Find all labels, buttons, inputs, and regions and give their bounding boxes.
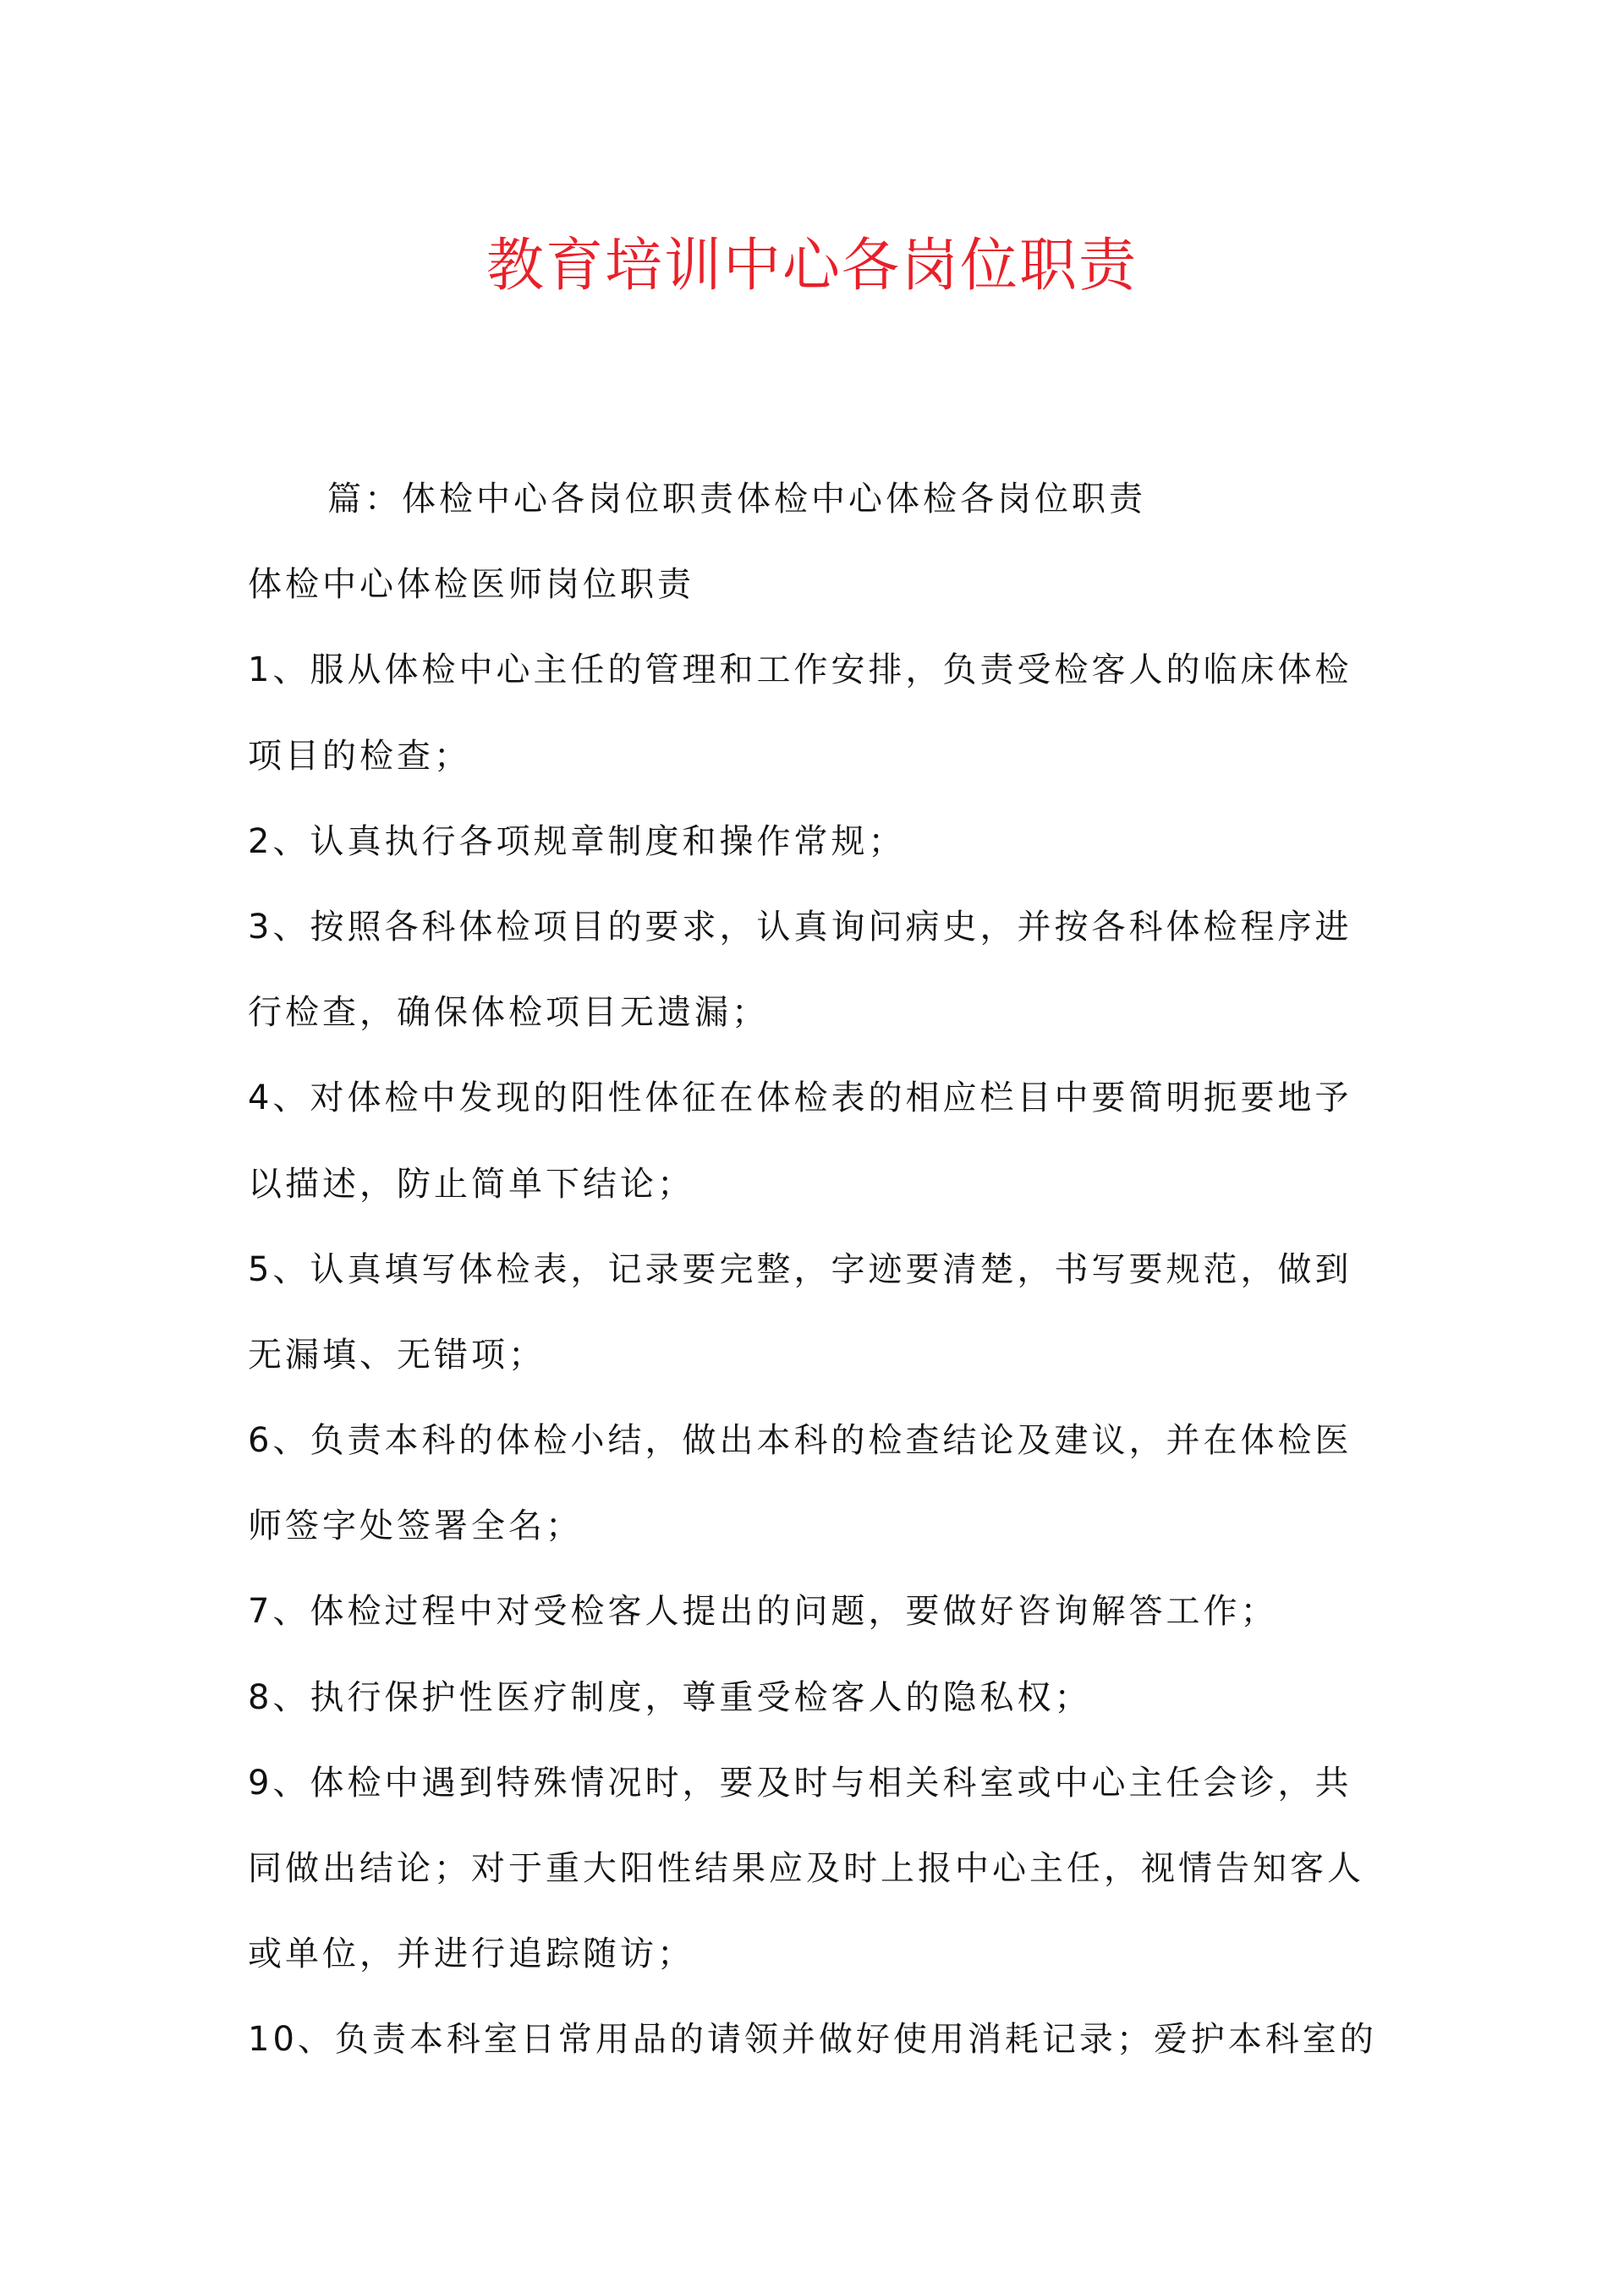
section-heading: 篇：体检中心各岗位职责体检中心体检各岗位职责 (327, 480, 1146, 519)
text-line: 5、认真填写体检表，记录要完整，字迹要清楚，书写要规范，做到 (248, 1249, 1352, 1289)
text-line: 7、体检过程中对受检客人提出的问题，要做好咨询解答工作； (248, 1592, 1278, 1632)
text-line: 或单位，并进行追踪随访； (248, 1935, 694, 1974)
text-line: 行检查，确保体检项目无遗漏； (248, 993, 769, 1033)
text-line: 同做出结论；对于重大阳性结果应及时上报中心主任，视情告知客人 (248, 1849, 1364, 1888)
text-line: 4、对体检中发现的阳性体征在体检表的相应栏目中要简明扼要地予 (248, 1078, 1352, 1118)
text-line: 以描述，防止简单下结论； (248, 1164, 694, 1204)
text-line: 10、负责本科室日常用品的请领并做好使用消耗记录；爱护本科室的 (248, 2020, 1377, 2060)
text-line: 无漏填、无错项； (248, 1335, 546, 1375)
subsection-heading: 体检中心体检医师岗位职责 (248, 565, 694, 605)
text-line: 项目的检查； (248, 736, 471, 776)
text-line: 9、体检中遇到特殊情况时，要及时与相关科室或中心主任会诊，共 (248, 1763, 1352, 1803)
text-line: 3、按照各科体检项目的要求，认真询问病史，并按各科体检程序进 (248, 907, 1352, 947)
text-line: 师签字处签署全名； (248, 1506, 583, 1546)
text-line: 8、执行保护性医疗制度，尊重受检客人的隐私权； (248, 1677, 1092, 1717)
text-line: 6、负责本科的体检小结，做出本科的检查结论及建议，并在体检医 (248, 1421, 1352, 1461)
document-title: 教育培训中心各岗位职责 (486, 233, 1138, 299)
text-line: 1、服从体检中心主任的管理和工作安排，负责受检客人的临床体检 (248, 650, 1352, 690)
document-body (248, 457, 1415, 2083)
text-line: 2、认真执行各项规章制度和操作常规； (248, 821, 906, 861)
